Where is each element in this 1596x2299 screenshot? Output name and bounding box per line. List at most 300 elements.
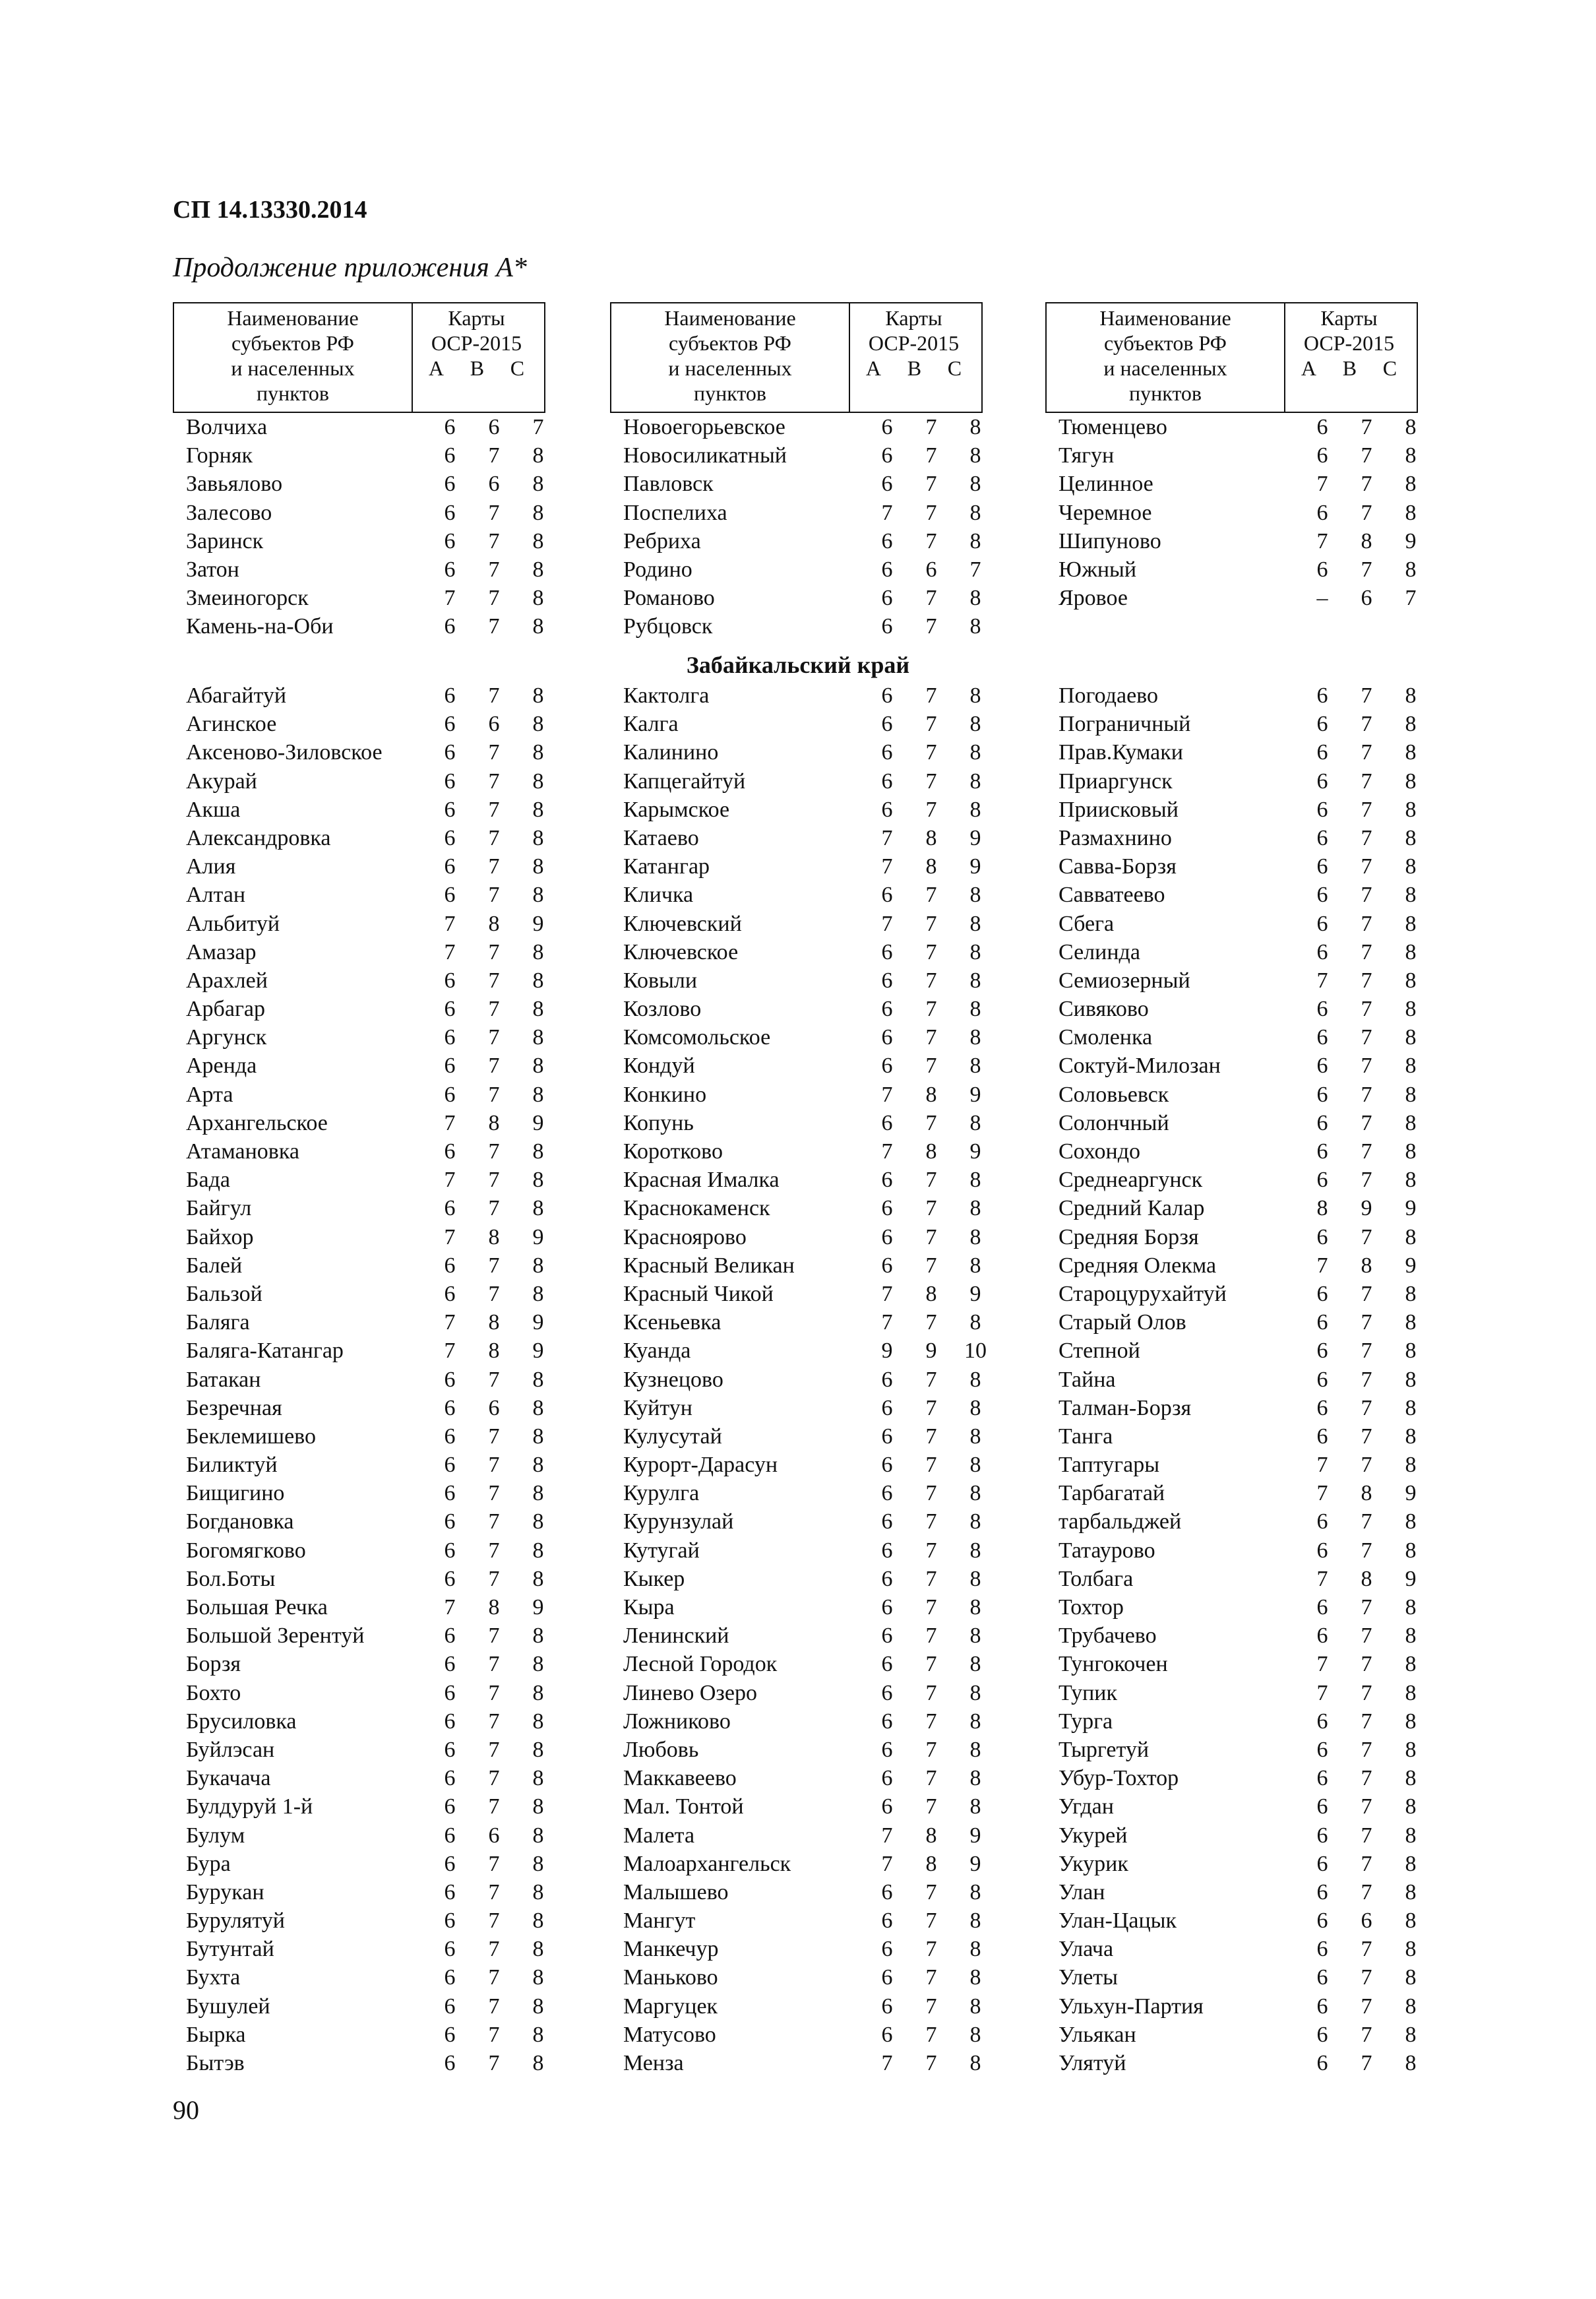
- map-value-c: 8: [969, 1566, 981, 1591]
- settlement-name: Волчиха: [186, 415, 268, 439]
- map-value-a: 6: [444, 1025, 456, 1050]
- map-value-a: 6: [881, 1623, 893, 1649]
- table-row: [610, 1251, 983, 1280]
- map-value-a: 6: [444, 443, 456, 468]
- settlement-name: Пограничный: [1059, 712, 1191, 737]
- map-value-b: 7: [1361, 769, 1372, 794]
- table-row: [1045, 824, 1418, 852]
- settlement-name: Ключевское: [623, 939, 739, 964]
- table-row: [1045, 555, 1418, 584]
- settlement-name: Тыргетуй: [1059, 1737, 1150, 1762]
- settlement-name: Старый Олов: [1059, 1310, 1186, 1335]
- settlement-name: Тарбагатай: [1059, 1481, 1165, 1506]
- map-value-a: 6: [1316, 2022, 1328, 2047]
- settlement-name: Лесной Городок: [623, 1652, 778, 1677]
- map-value-a: 6: [444, 1139, 456, 1164]
- table-row: [1045, 1821, 1418, 1850]
- map-value-c: 8: [1405, 1623, 1417, 1649]
- settlement-name: Кондуй: [623, 1054, 695, 1079]
- map-value-a: 6: [1316, 1424, 1328, 1449]
- map-value-b: 7: [925, 1595, 937, 1620]
- settlement-name: Тупик: [1059, 1680, 1117, 1705]
- map-value-a: 7: [881, 1139, 893, 1164]
- map-value-c: 9: [532, 1110, 544, 1135]
- map-value-c: 8: [969, 1623, 981, 1649]
- map-value-b: 7: [488, 443, 500, 468]
- settlement-name: Бада: [186, 1168, 231, 1193]
- map-value-c: 8: [969, 1595, 981, 1620]
- table-row: [1045, 1479, 1418, 1507]
- map-value-b: 7: [925, 1367, 937, 1392]
- map-value-a: 6: [1316, 1937, 1328, 1962]
- map-value-b: 7: [925, 1395, 937, 1420]
- map-value-c: 8: [969, 2022, 981, 2047]
- map-value-a: 7: [1316, 1481, 1328, 1506]
- settlement-name: Мал. Тонтой: [623, 1794, 744, 1819]
- map-value-a: 6: [1316, 1054, 1328, 1079]
- table-row: [173, 1536, 545, 1565]
- table-row: [1045, 1394, 1418, 1422]
- map-value-b: 8: [925, 1139, 937, 1164]
- map-value-b: 7: [1361, 854, 1372, 879]
- table-row: [610, 441, 983, 470]
- map-value-b: 6: [1361, 1908, 1372, 1934]
- map-value-a: 6: [881, 557, 893, 582]
- map-value-c: 8: [969, 1453, 981, 1478]
- settlement-name: Бырка: [186, 2022, 246, 2047]
- map-value-b: 7: [488, 1082, 500, 1107]
- settlement-name: Соктуй-Милозан: [1059, 1054, 1221, 1079]
- map-value-a: 7: [1316, 968, 1328, 993]
- map-value-c: 8: [532, 1054, 544, 1079]
- settlement-name: Затон: [186, 557, 239, 582]
- settlement-name: Погодаево: [1059, 683, 1158, 708]
- map-value-b: 7: [925, 1794, 937, 1819]
- settlement-name: Балей: [186, 1253, 243, 1278]
- settlement-name: Малоархангельск: [623, 1851, 791, 1876]
- table-row: [173, 824, 545, 852]
- map-value-c: 8: [1405, 968, 1417, 993]
- table-row: [173, 1821, 545, 1850]
- map-value-b: 6: [488, 415, 500, 439]
- map-value-a: 6: [444, 1794, 456, 1819]
- map-value-b: 8: [925, 1281, 937, 1306]
- map-value-b: 7: [488, 557, 500, 582]
- map-value-a: 6: [881, 712, 893, 737]
- map-value-a: 6: [444, 825, 456, 850]
- settlement-name: Букачача: [186, 1766, 271, 1791]
- map-value-c: 8: [969, 1652, 981, 1677]
- header-name-line: субъектов РФ: [1104, 331, 1227, 355]
- map-value-a: 6: [444, 1424, 456, 1449]
- settlement-name: Романово: [623, 586, 715, 611]
- settlement-name: Новоегорьевское: [623, 415, 785, 439]
- settlement-name: Маргуцек: [623, 1994, 718, 2019]
- settlement-name: Укурик: [1059, 1851, 1128, 1876]
- table-row: [610, 1052, 983, 1080]
- table-row: [173, 1337, 545, 1365]
- map-value-b: 7: [925, 1025, 937, 1050]
- map-value-a: 7: [444, 939, 456, 964]
- map-value-c: 8: [1405, 1794, 1417, 1819]
- table-row: [173, 1679, 545, 1707]
- map-value-c: 8: [1405, 712, 1417, 737]
- settlement-name: Кличка: [623, 883, 694, 908]
- table-row: [173, 612, 545, 641]
- map-value-b: 7: [925, 1509, 937, 1534]
- map-value-c: 8: [1405, 883, 1417, 908]
- table-row: [610, 1280, 983, 1308]
- settlement-name: Сивяково: [1059, 997, 1149, 1022]
- map-value-c: 8: [1405, 683, 1417, 708]
- map-value-a: 6: [444, 415, 456, 439]
- map-value-a: 7: [881, 911, 893, 936]
- map-value-a: 6: [881, 1025, 893, 1050]
- header-name-line: и населенных: [668, 356, 792, 380]
- map-value-a: 6: [881, 1054, 893, 1079]
- table-row: [610, 1565, 983, 1593]
- map-value-a: 6: [881, 1709, 893, 1734]
- settlement-name: Улан-Цацык: [1059, 1908, 1177, 1934]
- map-value-a: 6: [1316, 1737, 1328, 1762]
- map-value-b: 7: [925, 2022, 937, 2047]
- map-value-b: 7: [488, 1709, 500, 1734]
- map-value-b: 7: [488, 1281, 500, 1306]
- table-row: [1045, 1137, 1418, 1166]
- map-value-c: 8: [532, 1879, 544, 1905]
- map-value-b: 7: [488, 1652, 500, 1677]
- header-name-line: Наименование: [227, 306, 359, 330]
- header-abc: [846, 356, 981, 381]
- map-value-a: 6: [881, 997, 893, 1022]
- header-maps-line: Карты: [448, 306, 505, 330]
- header-col-label: A: [865, 356, 881, 380]
- settlement-name: Малета: [623, 1823, 695, 1848]
- settlement-name: Камень-на-Оби: [186, 614, 334, 639]
- map-value-a: 6: [881, 1566, 893, 1591]
- table-row: [610, 1850, 983, 1878]
- map-value-b: 7: [925, 1908, 937, 1934]
- table-row: [173, 1792, 545, 1821]
- map-value-a: 7: [1316, 1453, 1328, 1478]
- settlement-name: Менза: [623, 2051, 684, 2075]
- settlement-name: Краснокаменск: [623, 1196, 770, 1221]
- map-value-c: 8: [1405, 1538, 1417, 1563]
- map-value-b: 7: [488, 1737, 500, 1762]
- settlement-name: Катаево: [623, 825, 699, 850]
- settlement-name: Целинное: [1059, 472, 1153, 497]
- map-value-a: 6: [1316, 1509, 1328, 1534]
- map-value-c: 8: [969, 586, 981, 611]
- map-value-c: 8: [1405, 1338, 1417, 1364]
- table-row: [1045, 2021, 1418, 2049]
- table-row: [1045, 710, 1418, 738]
- map-value-b: 8: [1361, 1481, 1372, 1506]
- map-value-c: 9: [1405, 1196, 1417, 1221]
- map-value-c: 8: [1405, 1168, 1417, 1193]
- settlement-name: Манкечур: [623, 1937, 719, 1962]
- map-value-b: 7: [1361, 1110, 1372, 1135]
- table-row: [610, 1707, 983, 1736]
- settlement-name: Ксеньевка: [623, 1310, 721, 1335]
- map-value-b: 7: [1361, 1823, 1372, 1848]
- map-value-a: 6: [881, 1794, 893, 1819]
- settlement-name: Аксеново-Зиловское: [186, 740, 383, 765]
- settlement-name: Ключевский: [623, 911, 742, 936]
- settlement-name: Аргунск: [186, 1025, 267, 1050]
- header-name-cell: [611, 303, 850, 412]
- settlement-name: Малышево: [623, 1879, 729, 1905]
- map-value-c: 9: [532, 1310, 544, 1335]
- header-col-label: B: [470, 356, 485, 380]
- map-value-a: 6: [1316, 415, 1328, 439]
- table-row: [610, 1451, 983, 1479]
- table-row: [1045, 1052, 1418, 1080]
- map-value-c: 8: [1405, 557, 1417, 582]
- settlement-name: Батакан: [186, 1367, 261, 1392]
- map-value-a: 8: [1316, 1196, 1328, 1221]
- map-value-b: 7: [488, 1025, 500, 1050]
- table-row: [1045, 470, 1418, 498]
- settlement-name: Ульякан: [1059, 2022, 1136, 2047]
- table-row: [610, 1536, 983, 1565]
- map-value-c: 8: [532, 2051, 544, 2075]
- header-name-line: Наименование: [664, 306, 796, 330]
- table-column-3-top: [1045, 413, 1418, 612]
- map-value-b: 7: [488, 1879, 500, 1905]
- map-value-a: 6: [881, 1196, 893, 1221]
- map-value-c: 8: [969, 528, 981, 553]
- settlement-name: Абагайтуй: [186, 683, 287, 708]
- map-value-a: 6: [881, 1937, 893, 1962]
- map-value-a: 6: [1316, 1766, 1328, 1791]
- map-value-b: 7: [925, 1994, 937, 2019]
- map-value-a: 6: [444, 528, 456, 553]
- map-value-b: 7: [1361, 1709, 1372, 1734]
- settlement-name: Булум: [186, 1823, 245, 1848]
- map-value-c: 9: [1405, 1566, 1417, 1591]
- map-value-b: 7: [488, 1851, 500, 1876]
- table-row: [1045, 1422, 1418, 1451]
- map-value-b: 7: [925, 1253, 937, 1278]
- map-value-c: 8: [1405, 1281, 1417, 1306]
- map-value-a: 6: [444, 2051, 456, 2075]
- map-value-a: 6: [444, 1737, 456, 1762]
- map-value-a: 6: [1316, 883, 1328, 908]
- map-value-a: 7: [1316, 1652, 1328, 1677]
- table-row: [610, 710, 983, 738]
- table-row: [173, 1906, 545, 1935]
- map-value-b: 6: [925, 557, 937, 582]
- map-value-c: 8: [969, 1110, 981, 1135]
- map-value-c: 8: [969, 683, 981, 708]
- map-value-c: 8: [532, 1965, 544, 1990]
- map-value-c: 8: [1405, 1595, 1417, 1620]
- map-value-c: 10: [964, 1338, 987, 1364]
- map-value-c: 8: [532, 614, 544, 639]
- map-value-a: 6: [444, 1908, 456, 1934]
- table-row: [173, 966, 545, 995]
- map-value-c: 8: [1405, 1908, 1417, 1934]
- map-value-b: 7: [925, 1709, 937, 1734]
- region-title: Забайкальский край: [686, 652, 910, 678]
- map-value-b: 7: [925, 997, 937, 1022]
- map-value-a: 6: [881, 1224, 893, 1249]
- map-value-b: 7: [925, 1196, 937, 1221]
- table-row: [1045, 1536, 1418, 1565]
- settlement-name: Поспелиха: [623, 500, 727, 525]
- map-value-a: 6: [444, 1623, 456, 1649]
- map-value-b: 7: [1361, 1652, 1372, 1677]
- settlement-name: Арахлей: [186, 968, 268, 993]
- map-value-b: 7: [925, 1110, 937, 1135]
- map-value-c: 9: [969, 1851, 981, 1876]
- map-value-c: 9: [969, 1082, 981, 1107]
- header-name-cell: [1047, 303, 1285, 412]
- map-value-a: –: [1316, 586, 1328, 611]
- map-value-b: 7: [925, 1168, 937, 1193]
- settlement-name: Ложниково: [623, 1709, 731, 1734]
- map-value-c: 8: [532, 712, 544, 737]
- map-value-c: 8: [969, 443, 981, 468]
- table-row: [610, 1337, 987, 1365]
- map-value-c: 8: [532, 443, 544, 468]
- settlement-name: Курунзулай: [623, 1509, 734, 1534]
- header-name-line: и населенных: [1103, 356, 1227, 380]
- map-value-a: 6: [444, 740, 456, 765]
- map-value-a: 7: [444, 1110, 456, 1135]
- map-value-c: 8: [969, 415, 981, 439]
- map-value-c: 8: [532, 1082, 544, 1107]
- settlement-name: Змеиногорск: [186, 586, 309, 611]
- table-row: [173, 938, 545, 966]
- map-value-b: 8: [925, 1823, 937, 1848]
- map-value-a: 6: [881, 1879, 893, 1905]
- map-value-b: 7: [488, 997, 500, 1022]
- table-row: [173, 584, 545, 612]
- header-maps-cell: [1281, 303, 1417, 412]
- map-value-b: 8: [925, 825, 937, 850]
- map-value-c: 8: [1405, 939, 1417, 964]
- table-row: [173, 1850, 545, 1878]
- map-value-c: 8: [532, 1851, 544, 1876]
- map-value-c: 8: [532, 1453, 544, 1478]
- settlement-name: Залесово: [186, 500, 272, 525]
- table-header: [1045, 302, 1418, 413]
- map-value-a: 6: [444, 1054, 456, 1079]
- settlement-name: Заринск: [186, 528, 264, 553]
- map-value-b: 8: [488, 1338, 500, 1364]
- settlement-name: Яровое: [1059, 586, 1128, 611]
- table-row: [610, 499, 983, 527]
- table-row: [1045, 441, 1418, 470]
- map-value-a: 6: [881, 1481, 893, 1506]
- map-value-b: 7: [488, 797, 500, 822]
- map-value-a: 6: [444, 1453, 456, 1478]
- table-row: [1045, 1850, 1418, 1878]
- map-value-b: 7: [1361, 1937, 1372, 1962]
- header-maps-line: ОСР-2015: [1303, 331, 1395, 355]
- map-value-c: 8: [532, 1367, 544, 1392]
- table-row: [610, 938, 983, 966]
- map-value-a: 6: [881, 1908, 893, 1934]
- settlement-name: Кузнецово: [623, 1367, 723, 1392]
- settlement-name: Байгул: [186, 1196, 252, 1221]
- table-row: [610, 852, 983, 881]
- map-value-b: 7: [925, 1623, 937, 1649]
- settlement-name: Комсомольское: [623, 1025, 771, 1050]
- settlement-name: Беклемишево: [186, 1424, 316, 1449]
- map-value-c: 8: [532, 1196, 544, 1221]
- settlement-name: Тюменцево: [1059, 415, 1167, 439]
- map-value-c: 8: [1405, 997, 1417, 1022]
- table-row: [610, 555, 983, 584]
- table-row: [1045, 1992, 1418, 2021]
- settlement-name: Капцегайтуй: [623, 769, 746, 794]
- table-row: [1045, 738, 1418, 767]
- map-value-c: 7: [532, 415, 544, 439]
- settlement-name: Новосиликатный: [623, 443, 787, 468]
- header-maps-line: Карты: [1320, 306, 1378, 330]
- map-value-b: 7: [925, 740, 937, 765]
- settlement-name: Татаурово: [1059, 1538, 1155, 1563]
- map-value-a: 6: [881, 1766, 893, 1791]
- table-row: [610, 824, 983, 852]
- map-value-b: 7: [488, 1054, 500, 1079]
- map-value-c: 8: [969, 1737, 981, 1762]
- map-value-c: 8: [532, 472, 544, 497]
- map-value-b: 7: [925, 1879, 937, 1905]
- map-value-c: 8: [532, 1025, 544, 1050]
- table-column-1-top: [173, 413, 545, 641]
- table-row: [173, 1223, 545, 1251]
- map-value-c: 8: [1405, 1424, 1417, 1449]
- map-value-a: 6: [1316, 939, 1328, 964]
- map-value-a: 6: [444, 1879, 456, 1905]
- table-row: [610, 1479, 983, 1507]
- map-value-c: 8: [532, 854, 544, 879]
- settlement-name: Староцурухайтуй: [1059, 1281, 1227, 1306]
- map-value-a: 6: [881, 1424, 893, 1449]
- map-value-b: 8: [488, 911, 500, 936]
- map-value-b: 8: [925, 854, 937, 879]
- header-name-line: пунктов: [256, 381, 330, 405]
- table-column-1-bottom: [173, 681, 545, 2077]
- map-value-b: 7: [1361, 1766, 1372, 1791]
- map-value-b: 7: [488, 1566, 500, 1591]
- table-row: [173, 1736, 545, 1764]
- settlement-name: Завьялово: [186, 472, 283, 497]
- settlement-name: Калинино: [623, 740, 719, 765]
- settlement-name: Бурукан: [186, 1879, 264, 1905]
- map-value-b: 7: [488, 1794, 500, 1819]
- table-row: [173, 1366, 545, 1394]
- settlement-name: Ульхун-Партия: [1059, 1994, 1204, 2019]
- map-value-c: 8: [532, 997, 544, 1022]
- map-value-b: 7: [925, 586, 937, 611]
- settlement-name: Аренда: [186, 1054, 257, 1079]
- table-row: [610, 612, 983, 641]
- settlement-name: Куйтун: [623, 1395, 692, 1420]
- map-value-b: 7: [1361, 1168, 1372, 1193]
- map-value-b: 7: [1361, 1595, 1372, 1620]
- map-value-a: 6: [444, 683, 456, 708]
- settlement-name: Тягун: [1059, 443, 1115, 468]
- map-value-b: 8: [1361, 1566, 1372, 1591]
- map-value-a: 6: [881, 1253, 893, 1278]
- map-value-c: 9: [969, 1139, 981, 1164]
- map-value-b: 7: [925, 911, 937, 936]
